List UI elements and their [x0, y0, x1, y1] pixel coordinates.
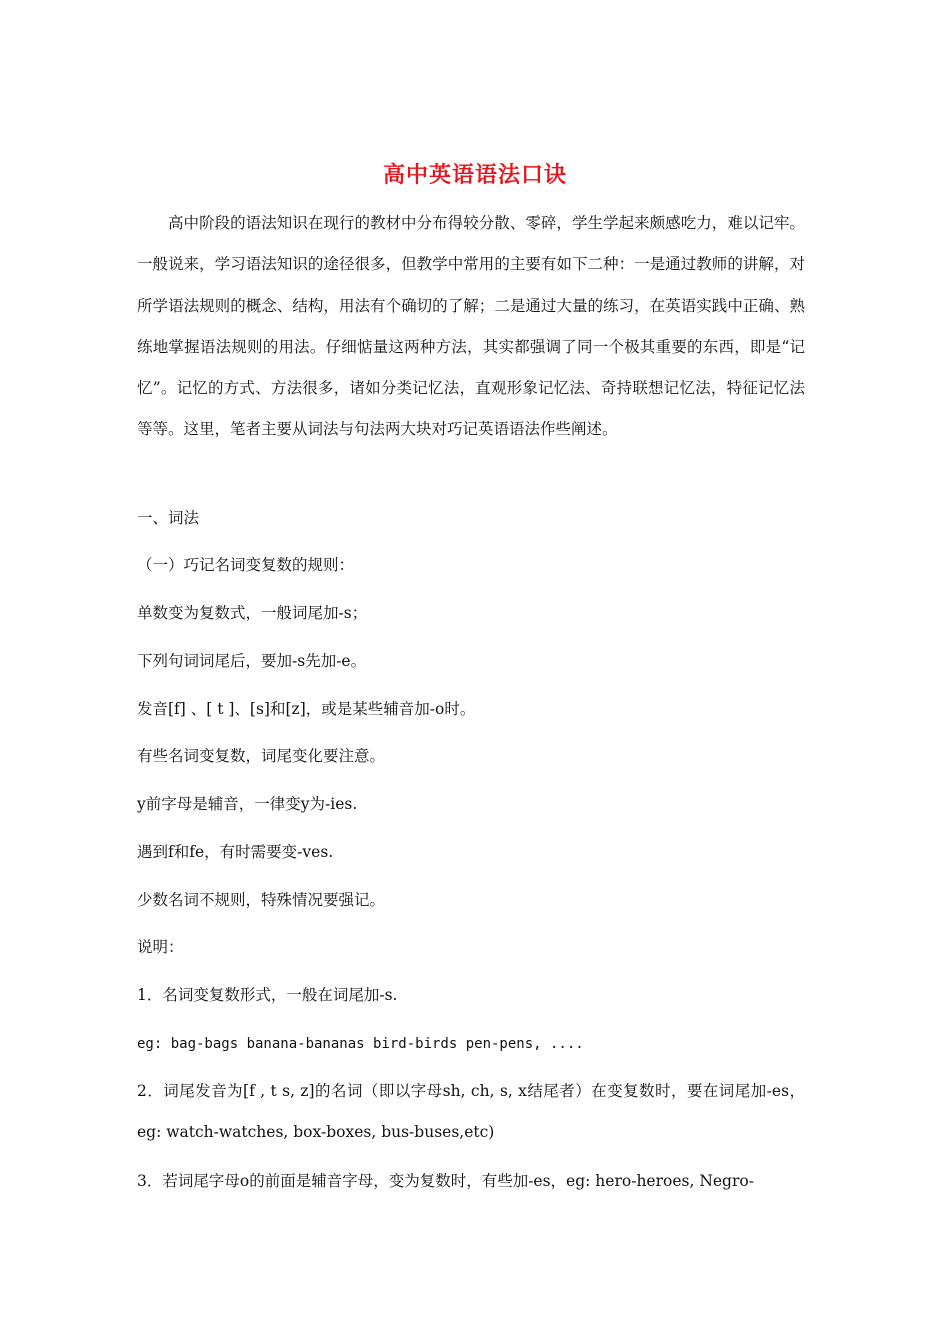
note-2: 2．词尾发音为[f , t s, z]的名词（即以字母sh, ch, s, x结尾者）在变复数时，要在词尾加-es，eg: watch-watches, box-boxes, bus-buses,etc)	[137, 1082, 805, 1141]
explanation-label: 说明：	[137, 938, 184, 956]
rhyme-line: 有些名词变复数，词尾变化要注意。	[137, 747, 386, 765]
rhyme-line: 少数名词不规则，特殊情况要强记。	[137, 891, 386, 909]
rhyme-line: y前字母是辅音，一律变y为-ies.	[137, 795, 358, 813]
note-1: 1．名词变复数形式，一般在词尾加-s.	[137, 986, 398, 1004]
rhyme-line: 遇到f和fe，有时需要变-ves.	[137, 843, 334, 861]
document-title: 高中英语语法口诀	[382, 162, 567, 188]
example-1: eg: bag-bags banana-bananas bird-birds pen-pens, ....	[137, 1036, 584, 1052]
rhyme-line: 发音[f] 、[ t ]、[s]和[z]，或是某些辅音加-o时。	[137, 700, 476, 718]
subsection-heading-plural-rules: （一）巧记名词变复数的规则：	[137, 556, 355, 574]
rhyme-line: 下列句词词尾后，要加-s先加-e。	[137, 652, 367, 670]
intro-paragraph: 高中阶段的语法知识在现行的教材中分布得较分散、零碎，学生学起来颇感吃力，难以记牢。一般说来，学习语法知识的途径很多，但教学中常用的主要有如下二种：一是通过教师的讲解，对所学语法规则的概念、结构，用法有个确切的了解；二是通过大量的练习，在英语实践中正确、熟练地掌握语法规则的用法。仔细惦量这两种方法，其实都强调了同一个极其重要的东西，即是“记忆”。记忆的方式、方法很多，诸如分类记忆法，直观形象记忆法、奇持联想记忆法，特征记忆法等等。这里，笔者主要从词法与句法两大块对巧记英语语法作些阐述。	[137, 214, 805, 439]
section-heading-lexicon: 一、词法	[137, 509, 200, 527]
rhyme-line: 单数变为复数式，一般词尾加-s；	[137, 604, 368, 622]
note-3: 3．若词尾字母o的前面是辅音字母，变为复数时，有些加-es，eg: hero-heroes, Negro-	[137, 1172, 754, 1190]
